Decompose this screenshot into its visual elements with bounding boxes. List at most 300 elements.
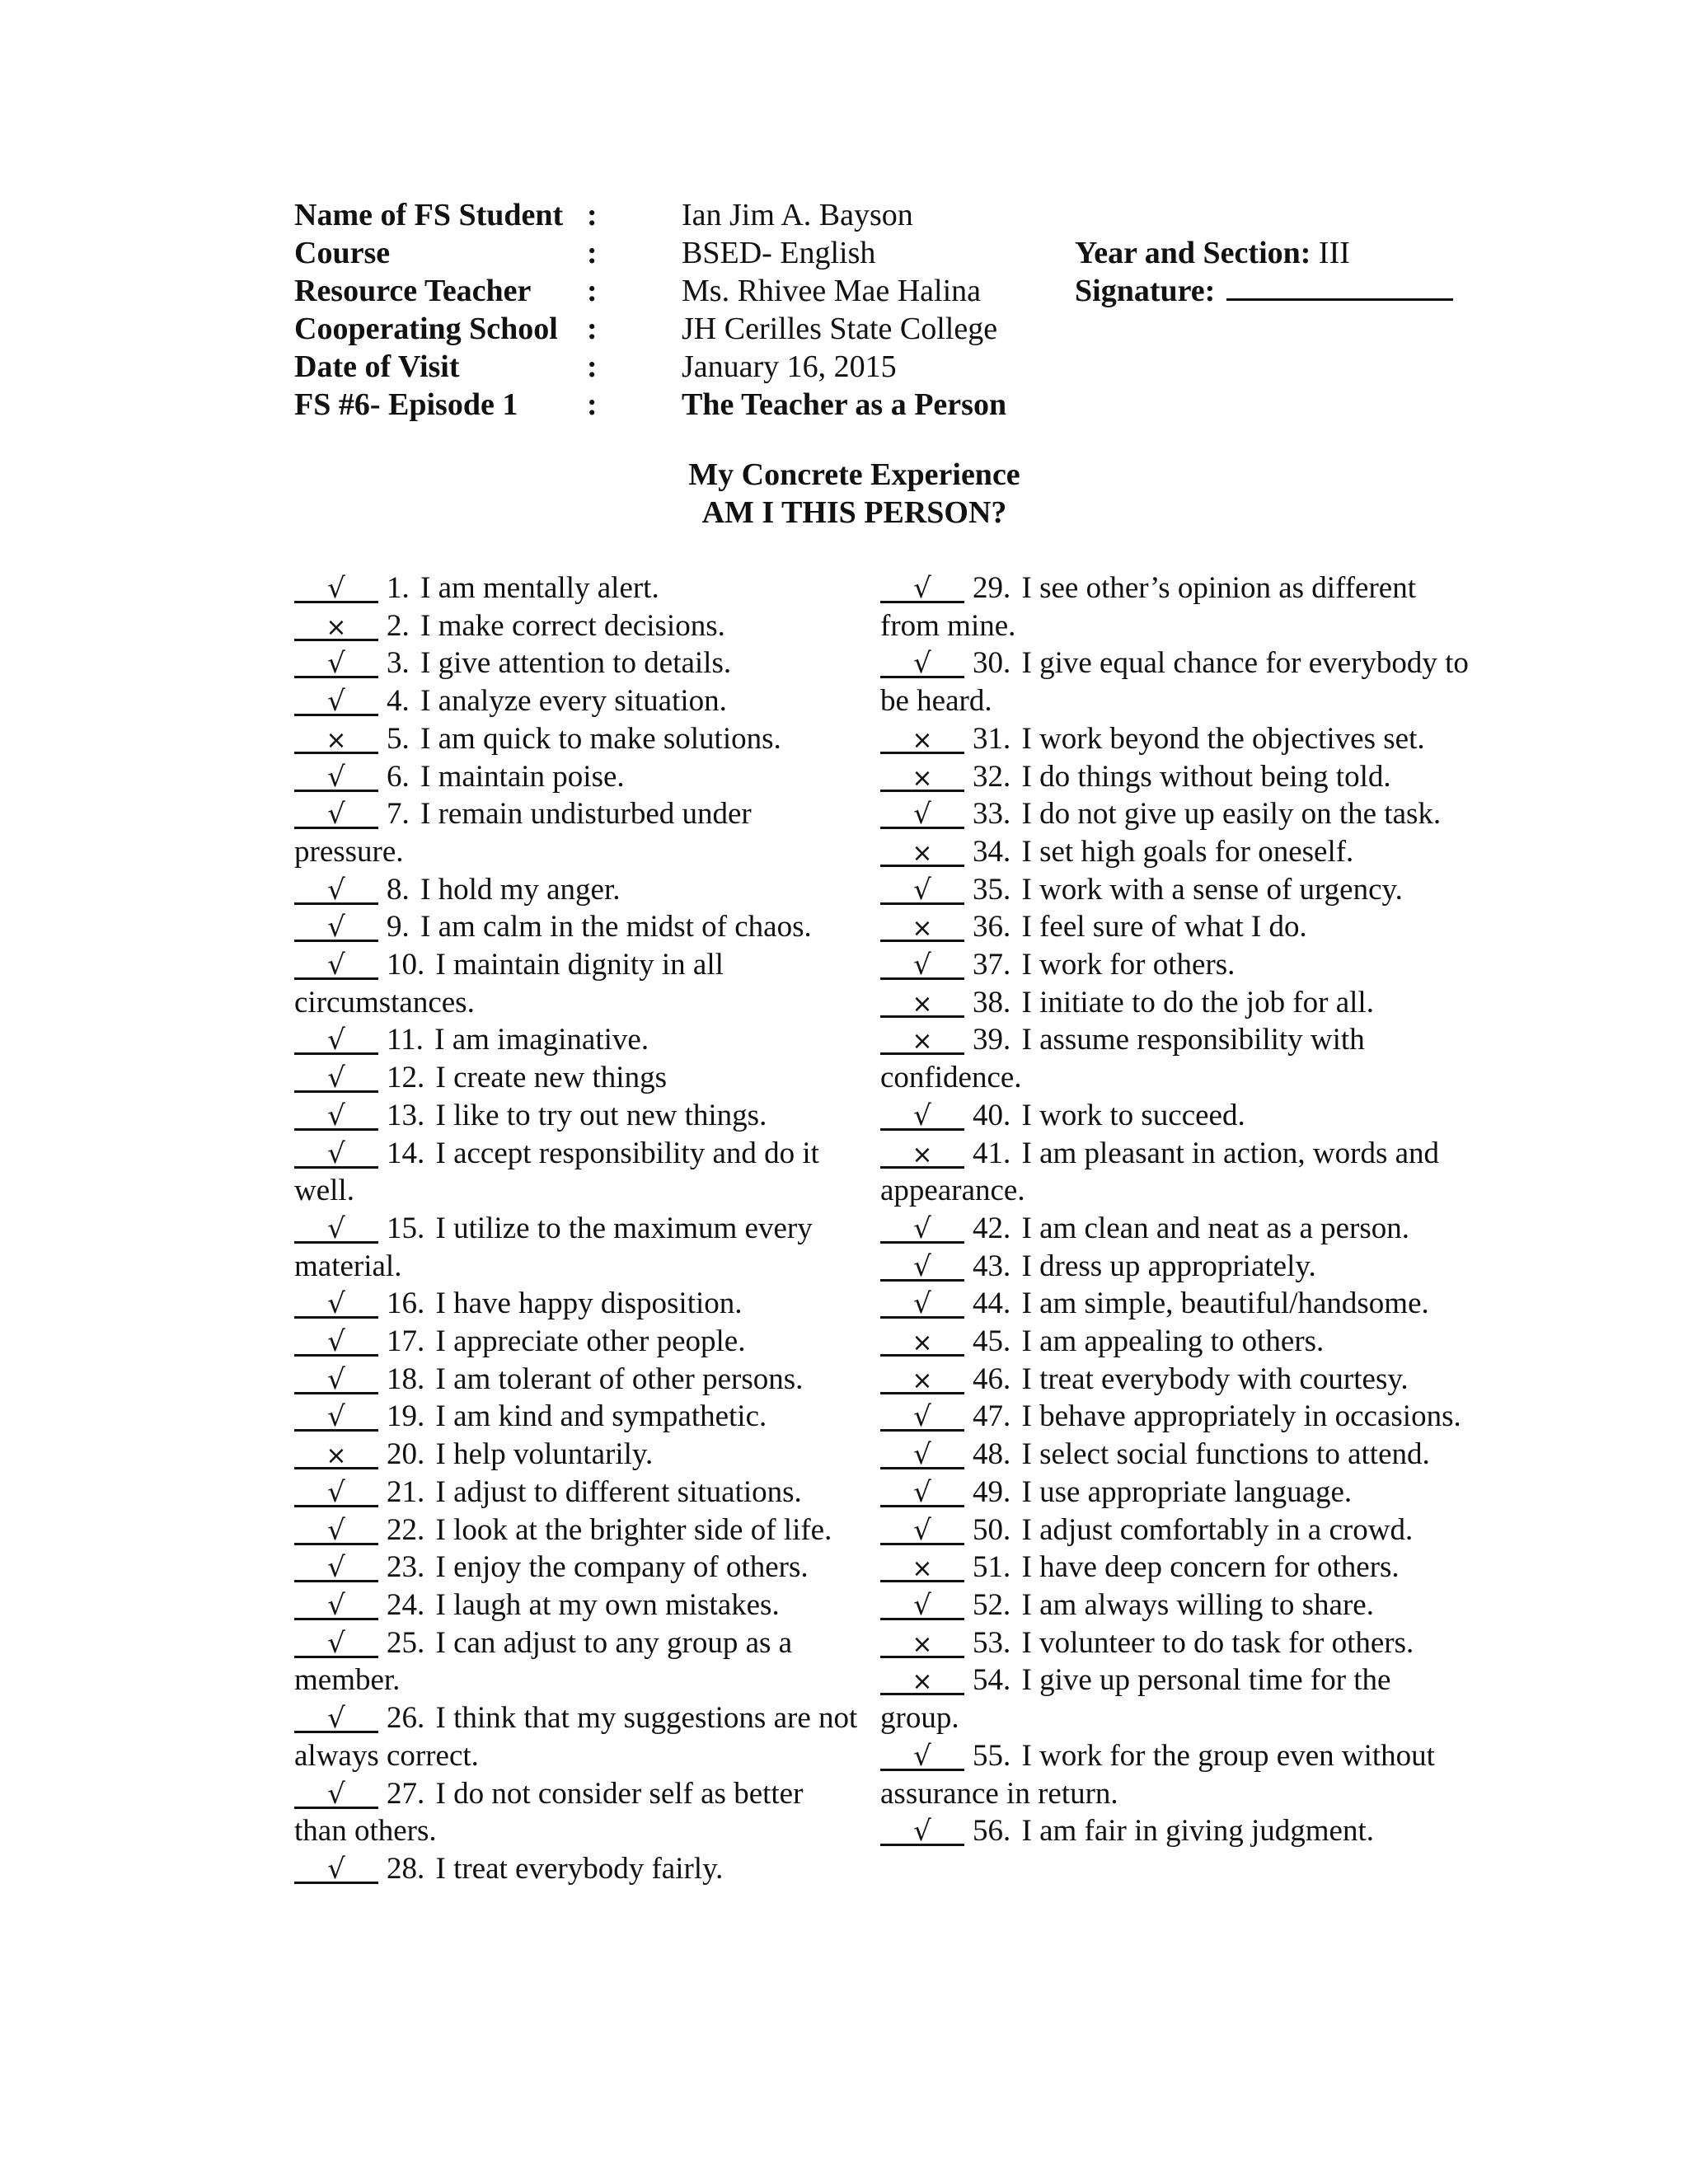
- answer-blank: [294, 1513, 378, 1547]
- checklist-item: [294, 682, 863, 720]
- answer-blank: [294, 1289, 378, 1319]
- check-mark-icon: √: [327, 1212, 345, 1245]
- check-mark-icon: √: [327, 1702, 345, 1736]
- item-statement: I am quick to make solutions.: [420, 721, 781, 756]
- answer-blank: [880, 1025, 964, 1055]
- checklist-item: [880, 1474, 1474, 1511]
- checklist-column-left: [294, 569, 863, 1888]
- signature-line: [1226, 274, 1453, 301]
- check-mark-icon: √: [913, 1438, 931, 1472]
- year-section-value: III: [1318, 236, 1350, 270]
- checklist-item: [880, 871, 1474, 909]
- signature-label: Signature:: [1075, 274, 1216, 308]
- item-number: 1.: [387, 571, 410, 605]
- check-mark-icon: √: [913, 949, 931, 982]
- item-number: 29.: [973, 571, 1011, 605]
- answer-blank: [880, 875, 964, 905]
- checklist-item: [294, 1021, 863, 1059]
- check-mark-icon: √: [913, 1212, 931, 1245]
- checklist-item: [880, 1021, 1474, 1096]
- checklist-item: [294, 1398, 863, 1436]
- item-statement: I give equal chance for everybody to be heard.: [880, 646, 1469, 719]
- item-statement: I accept responsibility and do it well.: [294, 1136, 819, 1208]
- check-mark-icon: √: [913, 647, 931, 681]
- answer-blank: [294, 1362, 378, 1396]
- item-number: 9.: [387, 910, 410, 944]
- item-number: 36.: [973, 910, 1011, 944]
- answer-blank: [294, 1139, 378, 1169]
- answer-blank: [880, 1815, 964, 1849]
- check-mark-icon: √: [327, 1551, 345, 1585]
- item-number: 41.: [973, 1136, 1011, 1170]
- check-mark-icon: √: [327, 1513, 345, 1547]
- answer-blank: [294, 798, 378, 832]
- item-number: 17.: [387, 1324, 425, 1359]
- checklist-item: [294, 758, 863, 796]
- item-statement: I maintain dignity in all circumstances.: [294, 948, 724, 1019]
- item-number: 22.: [387, 1512, 425, 1547]
- item-number: 33.: [973, 797, 1011, 832]
- check-mark-icon: √: [327, 760, 345, 794]
- cross-mark-icon: ×: [912, 763, 933, 793]
- cross-mark-icon: ×: [912, 1027, 933, 1057]
- item-number: 42.: [973, 1211, 1011, 1245]
- signature: [1075, 272, 1453, 310]
- item-statement: I enjoy the company of others.: [435, 1550, 809, 1585]
- item-statement: I am tolerant of other persons.: [435, 1361, 804, 1396]
- item-number: 18.: [387, 1361, 425, 1396]
- item-statement: I adjust to different situations.: [435, 1474, 802, 1509]
- header-row-name: [294, 196, 1473, 234]
- item-number: 10.: [387, 948, 425, 982]
- checklist-item: [880, 1398, 1474, 1436]
- answer-blank: [294, 574, 378, 603]
- check-mark-icon: √: [913, 798, 931, 832]
- answer-blank: [880, 912, 964, 942]
- answer-blank: [880, 1327, 964, 1357]
- item-statement: I treat everybody fairly.: [435, 1851, 724, 1886]
- answer-blank: [294, 875, 378, 905]
- date-value: January 16, 2015: [682, 349, 897, 384]
- checklist-item: [294, 607, 863, 645]
- item-statement: I am always willing to share.: [1021, 1587, 1374, 1622]
- item-number: 19.: [387, 1399, 425, 1434]
- item-number: 8.: [387, 872, 410, 907]
- item-number: 12.: [387, 1061, 425, 1095]
- check-mark-icon: √: [913, 1287, 931, 1321]
- check-mark-icon: √: [327, 685, 345, 719]
- item-statement: I work with a sense of urgency.: [1021, 872, 1403, 907]
- item-statement: I work to succeed.: [1021, 1098, 1245, 1132]
- teacher-label: Resource Teacher: [294, 274, 532, 308]
- cross-mark-icon: ×: [912, 1140, 933, 1169]
- answer-blank: [294, 1402, 378, 1432]
- checklist-item: [880, 1549, 1474, 1586]
- checklist-item: [880, 1097, 1474, 1135]
- item-number: 35.: [973, 872, 1011, 907]
- checklist-item: [880, 833, 1474, 871]
- checklist-column-right: [880, 569, 1474, 1850]
- checklist-item: [880, 1248, 1474, 1286]
- item-number: 45.: [973, 1324, 1011, 1359]
- student-info-header: [294, 196, 1473, 424]
- section-subtitle: AM I THIS PERSON?: [701, 495, 1007, 530]
- checklist-item: [294, 1474, 863, 1511]
- item-number: 5.: [387, 721, 410, 756]
- item-statement: I look at the brighter side of life.: [435, 1512, 832, 1547]
- answer-blank: [880, 950, 964, 980]
- item-number: 47.: [973, 1399, 1011, 1434]
- check-mark-icon: √: [913, 1099, 931, 1132]
- checklist-item: [880, 1436, 1474, 1474]
- item-number: 23.: [387, 1550, 425, 1585]
- check-mark-icon: √: [913, 1513, 931, 1547]
- checklist-item: [880, 1812, 1474, 1850]
- answer-blank: [294, 762, 378, 792]
- item-number: 38.: [973, 985, 1011, 1019]
- check-mark-icon: √: [327, 1024, 345, 1057]
- answer-blank: [880, 837, 964, 867]
- answer-blank: [294, 912, 378, 942]
- item-number: 20.: [387, 1437, 425, 1472]
- teacher-value: Ms. Rhivee Mae Halina: [682, 274, 982, 308]
- check-mark-icon: √: [913, 1588, 931, 1622]
- checklist-item: [294, 1210, 863, 1285]
- cross-mark-icon: ×: [912, 1629, 933, 1659]
- item-number: 46.: [973, 1361, 1011, 1396]
- check-mark-icon: √: [327, 1400, 345, 1434]
- item-number: 49.: [973, 1474, 1011, 1509]
- checklist-item: [880, 795, 1474, 833]
- item-statement: I am simple, beautiful/handsome.: [1021, 1286, 1429, 1321]
- answer-blank: [294, 1702, 378, 1736]
- item-statement: I am fair in giving judgment.: [1021, 1814, 1374, 1849]
- item-number: 26.: [387, 1701, 425, 1736]
- checklist-item: [294, 946, 863, 1021]
- check-mark-icon: √: [327, 1325, 345, 1359]
- item-statement: I initiate to do the job for all.: [1021, 985, 1374, 1019]
- answer-blank: [294, 1854, 378, 1884]
- cross-mark-icon: ×: [912, 1366, 933, 1395]
- section-title: My Concrete Experience: [688, 457, 1020, 492]
- item-number: 48.: [973, 1437, 1011, 1472]
- item-statement: I give attention to details.: [420, 646, 732, 681]
- checklist-item: [294, 569, 863, 607]
- item-statement: I treat everybody with courtesy.: [1021, 1361, 1409, 1396]
- section-titles: [0, 456, 1688, 532]
- cross-mark-icon: ×: [912, 1554, 933, 1584]
- answer-blank: [880, 1588, 964, 1622]
- item-number: 16.: [387, 1286, 425, 1321]
- item-statement: I am pleasant in action, words and appearance.: [880, 1136, 1440, 1208]
- check-mark-icon: √: [327, 647, 345, 681]
- check-mark-icon: √: [327, 1099, 345, 1132]
- cross-mark-icon: ×: [912, 725, 933, 755]
- answer-blank: [294, 1214, 378, 1244]
- check-mark-icon: √: [913, 1249, 931, 1283]
- answer-blank: [880, 1214, 964, 1244]
- item-number: 13.: [387, 1098, 425, 1132]
- checklist-item: [294, 1059, 863, 1097]
- item-number: 54.: [973, 1663, 1011, 1698]
- answer-blank: [294, 1327, 378, 1357]
- checklist-item: [294, 1624, 863, 1699]
- check-mark-icon: √: [327, 949, 345, 982]
- check-mark-icon: √: [327, 572, 345, 605]
- item-statement: I hold my anger.: [420, 872, 621, 907]
- item-number: 37.: [973, 948, 1011, 982]
- item-number: 44.: [973, 1286, 1011, 1321]
- checklist-item: [294, 1775, 863, 1850]
- answer-blank: [880, 1629, 964, 1658]
- checklist-item: [294, 1850, 863, 1888]
- answer-blank: [294, 1475, 378, 1509]
- header-row-teacher: [294, 272, 1473, 310]
- year-section-label: Year and Section:: [1075, 236, 1311, 270]
- checklist-item: [294, 908, 863, 946]
- item-statement: I help voluntarily.: [435, 1437, 654, 1472]
- answer-blank: [294, 1588, 378, 1622]
- item-statement: I like to try out new things.: [435, 1098, 767, 1132]
- item-number: 25.: [387, 1625, 425, 1660]
- item-statement: I have deep concern for others.: [1021, 1550, 1400, 1585]
- item-number: 4.: [387, 684, 410, 719]
- answer-blank: [880, 1666, 964, 1695]
- date-label: Date of Visit: [294, 349, 460, 384]
- item-number: 39.: [973, 1023, 1011, 1057]
- answer-blank: [880, 988, 964, 1018]
- item-statement: I laugh at my own mistakes.: [435, 1587, 780, 1622]
- check-mark-icon: √: [327, 1287, 345, 1321]
- cross-mark-icon: ×: [326, 1441, 347, 1471]
- checklist-item: [880, 1285, 1474, 1323]
- item-number: 24.: [387, 1587, 425, 1622]
- checklist-item: [880, 908, 1474, 946]
- course-value: BSED- English: [682, 236, 876, 270]
- episode-label: FS #6- Episode 1: [294, 387, 518, 422]
- answer-blank: [880, 1365, 964, 1394]
- item-number: 56.: [973, 1814, 1011, 1849]
- item-number: 14.: [387, 1136, 425, 1170]
- item-statement: I dress up appropriately.: [1021, 1249, 1316, 1283]
- item-number: 3.: [387, 646, 410, 681]
- header-row-school: [294, 310, 1473, 348]
- item-number: 7.: [387, 797, 410, 832]
- checklist-item: [294, 1135, 863, 1210]
- answer-blank: [294, 950, 378, 980]
- check-mark-icon: √: [913, 1815, 931, 1849]
- item-statement: I think that my suggestions are not always correct.: [294, 1701, 858, 1773]
- cross-mark-icon: ×: [912, 1329, 933, 1358]
- item-statement: I do not consider self as better than others.: [294, 1776, 804, 1849]
- cross-mark-icon: ×: [326, 612, 347, 642]
- checklist-item: [294, 1511, 863, 1549]
- checklist-item: [294, 1699, 863, 1774]
- checklist-item: [294, 1549, 863, 1586]
- answer-blank: [880, 1402, 964, 1432]
- answer-blank: [880, 1101, 964, 1131]
- item-statement: I set high goals for oneself.: [1021, 834, 1354, 869]
- checklist-item: [880, 1210, 1474, 1248]
- check-mark-icon: √: [327, 873, 345, 907]
- answer-blank: [880, 1513, 964, 1547]
- course-colon: :: [587, 236, 598, 270]
- date-colon: :: [587, 349, 598, 384]
- item-statement: I am mentally alert.: [420, 571, 659, 605]
- item-number: 50.: [973, 1512, 1011, 1547]
- item-statement: I analyze every situation.: [420, 684, 727, 719]
- item-number: 6.: [387, 759, 410, 794]
- answer-blank: [294, 1025, 378, 1055]
- item-statement: I work for the group even without assurance in return.: [880, 1738, 1435, 1811]
- checklist-item: [294, 1586, 863, 1624]
- item-statement: I appreciate other people.: [435, 1324, 746, 1359]
- check-mark-icon: √: [327, 1062, 345, 1095]
- item-statement: I select social functions to attend.: [1021, 1437, 1430, 1472]
- checklist-item: [880, 1661, 1474, 1736]
- item-statement: I do not give up easily on the task.: [1021, 797, 1442, 832]
- checklist-item: [880, 1135, 1474, 1210]
- item-statement: I am appealing to others.: [1021, 1324, 1325, 1359]
- answer-blank: [294, 612, 378, 641]
- teacher-colon: :: [587, 274, 598, 308]
- cross-mark-icon: ×: [912, 1667, 933, 1697]
- item-number: 15.: [387, 1211, 425, 1245]
- answer-blank: [880, 798, 964, 832]
- course-label: Course: [294, 236, 391, 270]
- checklist-item: [880, 758, 1474, 796]
- checklist-item: [294, 1361, 863, 1399]
- item-statement: I am imaginative.: [434, 1023, 649, 1057]
- school-colon: :: [587, 312, 598, 346]
- item-number: 51.: [973, 1550, 1011, 1585]
- header-row-date: [294, 348, 1473, 386]
- item-number: 21.: [387, 1474, 425, 1509]
- answer-blank: [294, 685, 378, 719]
- item-number: 27.: [387, 1776, 425, 1811]
- item-statement: I maintain poise.: [420, 759, 625, 794]
- item-statement: I do things without being told.: [1021, 759, 1391, 794]
- checklist-item: [294, 871, 863, 909]
- item-number: 34.: [973, 834, 1011, 869]
- item-statement: I work beyond the objectives set.: [1021, 721, 1425, 756]
- checklist-item: [880, 569, 1474, 644]
- header-row-course: [294, 234, 1473, 272]
- answer-blank: [294, 1779, 378, 1809]
- item-statement: I volunteer to do task for others.: [1021, 1625, 1414, 1660]
- item-number: 55.: [973, 1738, 1011, 1773]
- answer-blank: [880, 647, 964, 681]
- item-statement: I work for others.: [1021, 948, 1236, 982]
- item-number: 30.: [973, 646, 1011, 681]
- check-mark-icon: √: [327, 911, 345, 944]
- checklist-item: [294, 644, 863, 682]
- answer-blank: [880, 1741, 964, 1771]
- checklist-item: [294, 720, 863, 758]
- item-number: 28.: [387, 1851, 425, 1886]
- checklist-item: [880, 1624, 1474, 1662]
- item-number: 53.: [973, 1625, 1011, 1660]
- check-mark-icon: √: [327, 1777, 345, 1811]
- checklist-item: [880, 1511, 1474, 1549]
- check-mark-icon: √: [327, 1626, 345, 1660]
- check-mark-icon: √: [327, 798, 345, 832]
- school-label: Cooperating School: [294, 312, 558, 346]
- checklist-item: [294, 1436, 863, 1474]
- item-statement: I am calm in the midst of chaos.: [420, 910, 812, 944]
- checklist-item: [880, 1361, 1474, 1399]
- answer-blank: [880, 724, 964, 754]
- checklist-item: [880, 1323, 1474, 1361]
- check-mark-icon: √: [913, 873, 931, 907]
- check-mark-icon: √: [327, 1137, 345, 1170]
- checklist-item: [880, 946, 1474, 984]
- answer-blank: [294, 1626, 378, 1660]
- item-statement: I adjust comfortably in a crowd.: [1021, 1512, 1414, 1547]
- item-number: 40.: [973, 1098, 1011, 1132]
- check-mark-icon: √: [913, 1400, 931, 1434]
- answer-blank: [880, 1139, 964, 1169]
- item-number: 43.: [973, 1249, 1011, 1283]
- checklist-item: [880, 720, 1474, 758]
- name-label: Name of FS Student: [294, 198, 564, 232]
- answer-blank: [294, 1063, 378, 1093]
- answer-blank: [880, 1289, 964, 1319]
- answer-blank: [294, 724, 378, 754]
- answer-blank: [880, 1553, 964, 1582]
- item-statement: I assume responsibility with confidence.: [880, 1023, 1365, 1095]
- item-statement: I see other’s opinion as different from mine.: [880, 571, 1416, 643]
- checklist-item: [294, 1323, 863, 1361]
- cross-mark-icon: ×: [912, 914, 933, 944]
- answer-blank: [294, 647, 378, 681]
- check-mark-icon: √: [327, 1362, 345, 1396]
- item-number: 2.: [387, 608, 410, 643]
- item-statement: I utilize to the maximum every material.: [294, 1211, 813, 1283]
- item-statement: I can adjust to any group as a member.: [294, 1625, 793, 1698]
- answer-blank: [880, 574, 964, 603]
- item-statement: I feel sure of what I do.: [1021, 910, 1307, 944]
- check-mark-icon: √: [327, 1475, 345, 1509]
- item-statement: I am kind and sympathetic.: [435, 1399, 767, 1434]
- item-statement: I give up personal time for the group.: [880, 1663, 1391, 1736]
- answer-blank: [880, 1475, 964, 1509]
- answer-blank: [294, 1440, 378, 1469]
- cross-mark-icon: ×: [912, 989, 933, 1019]
- checklist-item: [294, 1097, 863, 1135]
- checklist-item: [294, 1285, 863, 1323]
- item-number: 11.: [387, 1023, 424, 1057]
- check-mark-icon: √: [327, 1588, 345, 1622]
- item-statement: I create new things: [435, 1061, 667, 1095]
- cross-mark-icon: ×: [912, 838, 933, 868]
- checklist-item: [880, 984, 1474, 1022]
- answer-blank: [880, 1438, 964, 1472]
- name-colon: :: [587, 198, 598, 232]
- checklist-item: [294, 795, 863, 870]
- year-section: [1075, 234, 1350, 272]
- school-value: JH Cerilles State College: [682, 312, 998, 346]
- name-value: Ian Jim A. Bayson: [682, 198, 913, 232]
- item-statement: I make correct decisions.: [420, 608, 725, 643]
- item-statement: I behave appropriately in occasions.: [1021, 1399, 1461, 1434]
- check-mark-icon: √: [913, 1475, 931, 1509]
- item-statement: I have happy disposition.: [435, 1286, 743, 1321]
- item-number: 31.: [973, 721, 1011, 756]
- episode-value: The Teacher as a Person: [682, 387, 1007, 422]
- checklist-item: [880, 1737, 1474, 1812]
- checklist-item: [880, 644, 1474, 719]
